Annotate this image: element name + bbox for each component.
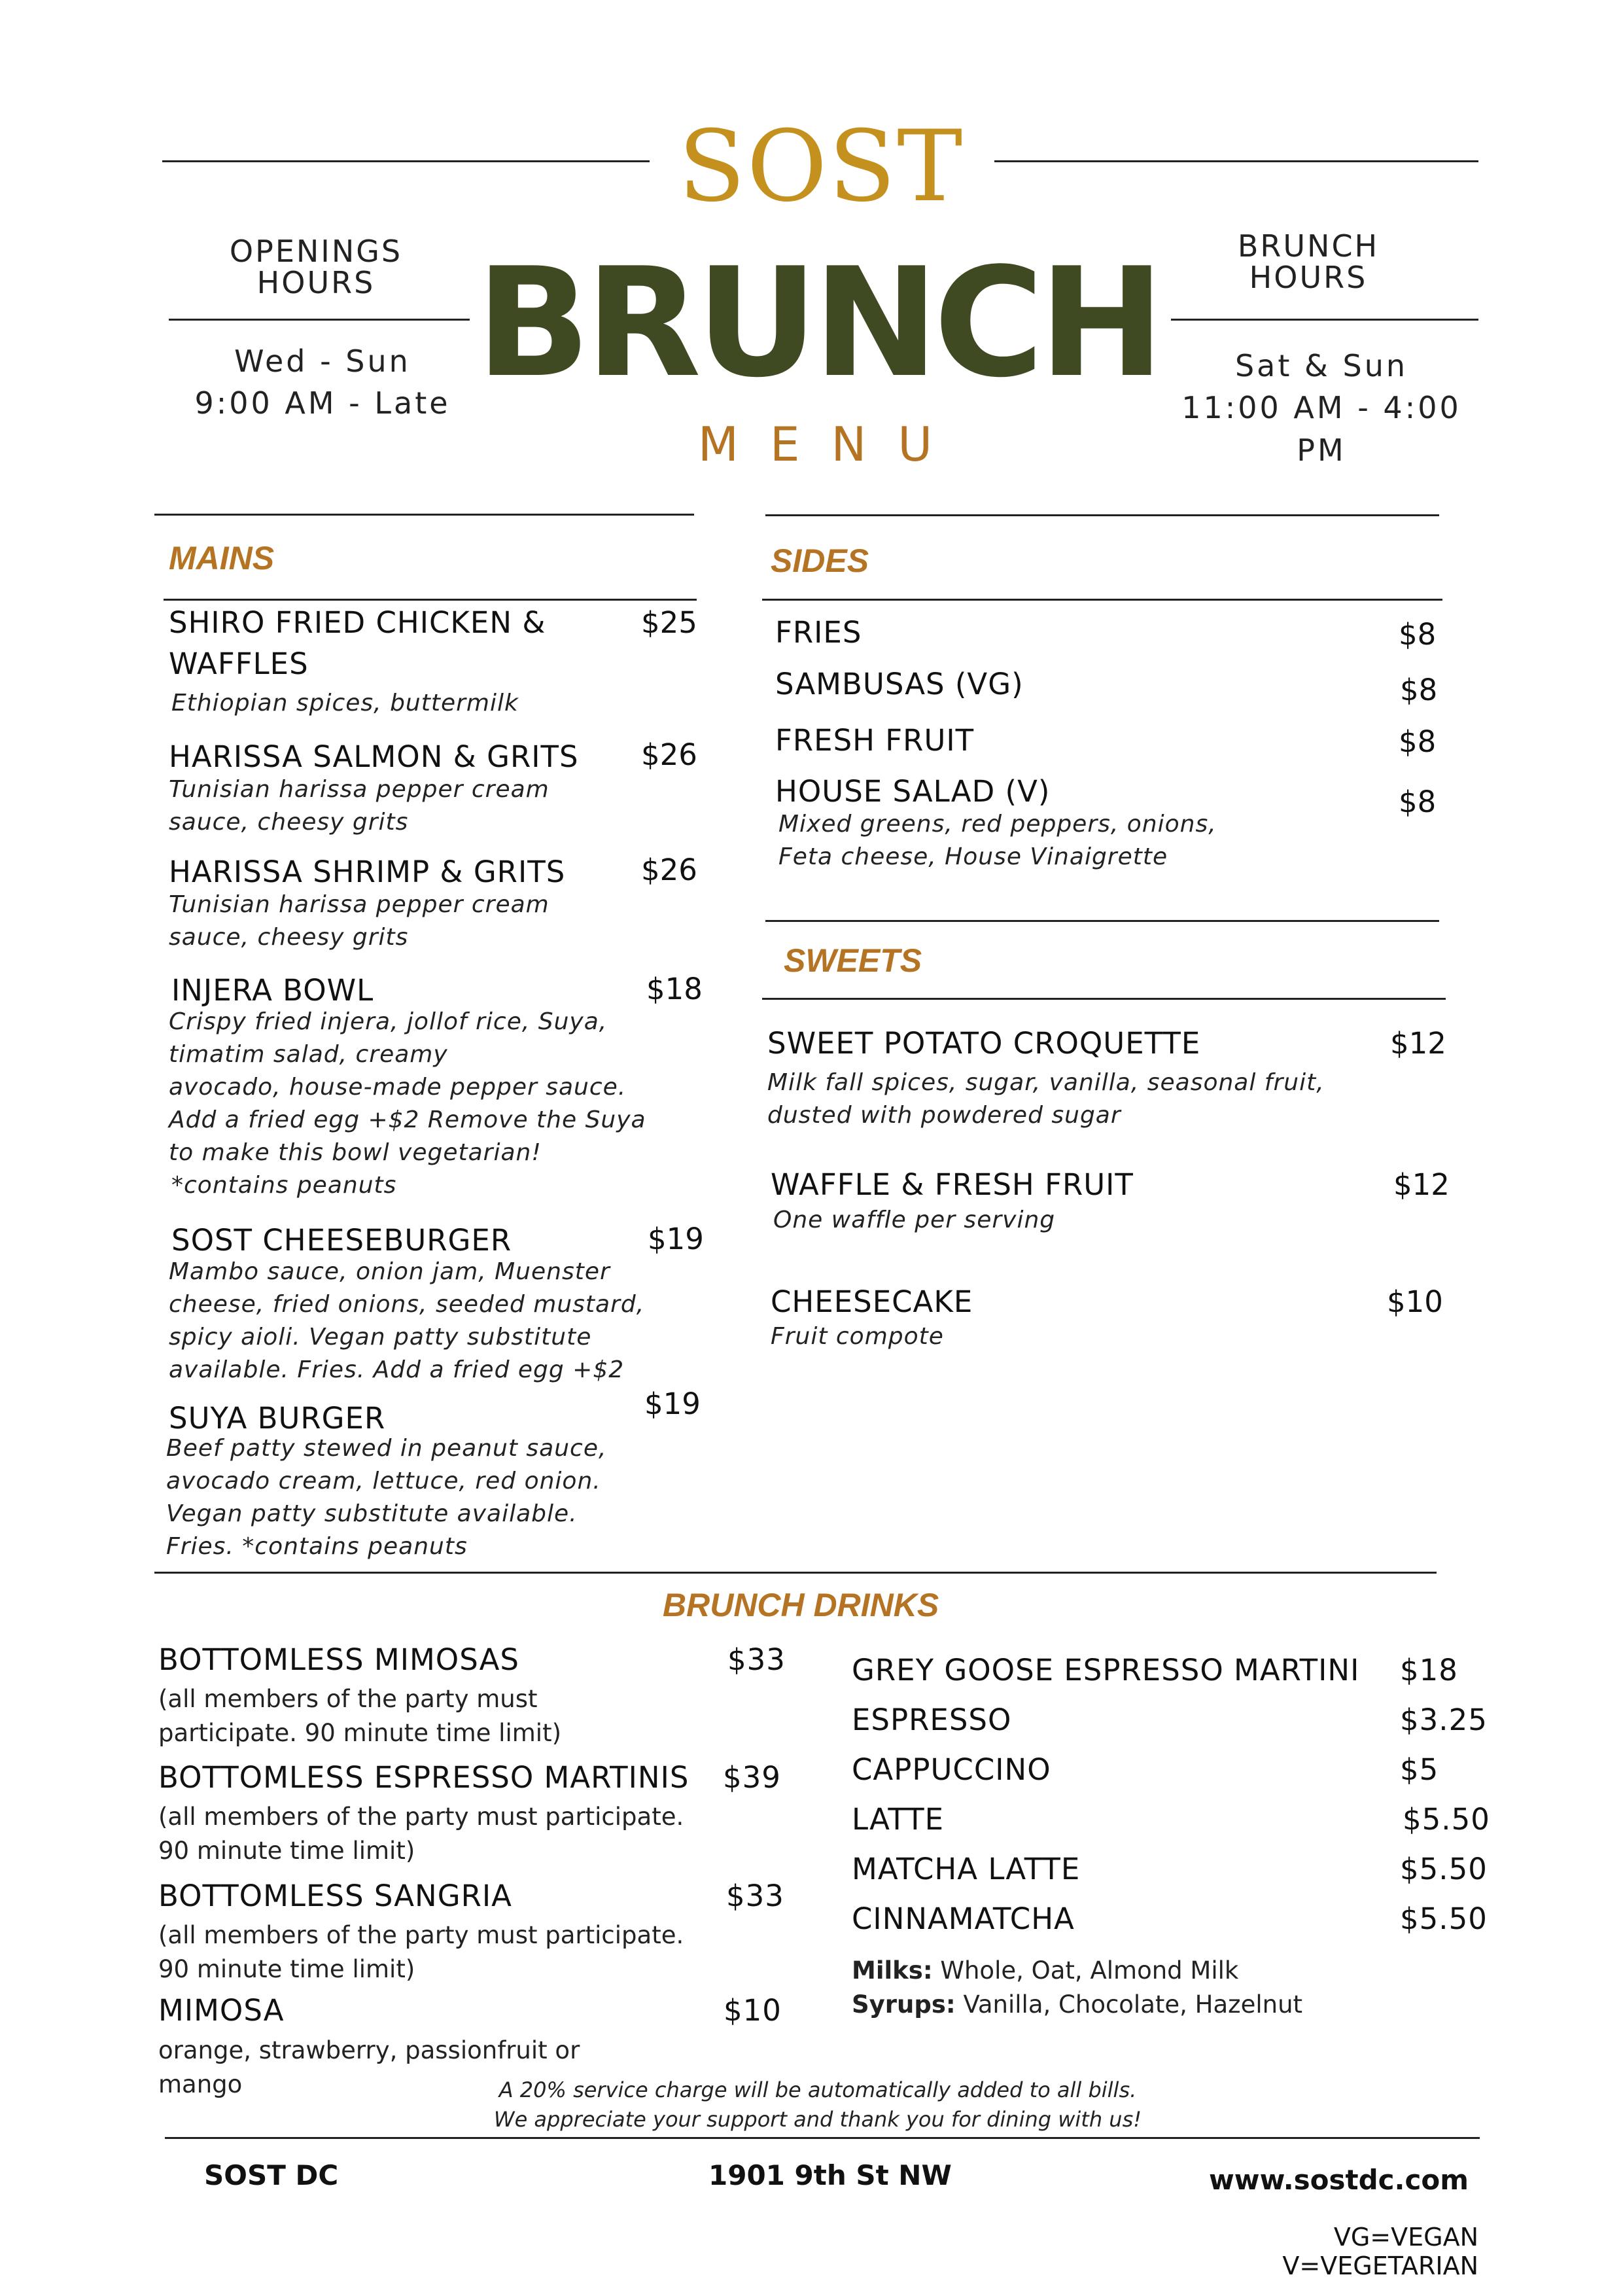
drink-name: BOTTOMLESS SANGRIA (158, 1879, 512, 1913)
drink-description-line: mango (158, 2070, 243, 2098)
openings-hours-label (169, 236, 463, 299)
drink-price: $10 (724, 1993, 782, 2028)
footer-website[interactable]: www.sostdc.com (1209, 2164, 1469, 2196)
item-description-line: Crispy fried injera, jollof rice, Suya, (169, 1008, 608, 1035)
header-rule-left (162, 160, 650, 162)
drink-description-line: (all members of the party must participate. (158, 1921, 684, 1949)
legend-vegetarian: V=VEGETARIAN (1282, 2251, 1478, 2280)
brunch-time: 11:00 AM - 4:00 PM (1181, 390, 1461, 468)
item-description-line: Beef patty stewed in peanut sauce, (166, 1435, 607, 1462)
item-price: $26 (641, 737, 697, 772)
item-description-line: sauce, cheesy grits (169, 809, 409, 836)
item-description-line: cheese, fried onions, seeded mustard, (169, 1291, 645, 1318)
syrups-label: Syrups: (852, 1990, 956, 2019)
legend-vegan: VG=VEGAN (1333, 2223, 1478, 2252)
footer-address: 1901 9th St NW (708, 2159, 952, 2191)
item-price: $19 (648, 1222, 704, 1256)
drink-description-line: 90 minute time limit) (158, 1837, 415, 1865)
item-price: $8 (1400, 673, 1438, 707)
item-description-line: Add a fried egg +$2 Remove the Suya (169, 1106, 646, 1133)
drink-name: BOTTOMLESS MIMOSAS (158, 1642, 519, 1677)
item-description-line: timatim salad, creamy (169, 1041, 448, 1068)
drink-name: GREY GOOSE ESPRESSO MARTINI (852, 1653, 1360, 1687)
item-price: $18 (646, 972, 703, 1006)
item-name: FRESH FRUIT (775, 723, 975, 758)
sides-title-rule (762, 599, 1442, 601)
brunch-label-line1: BRUNCH (1237, 228, 1380, 264)
page-title: BRUNCH (476, 236, 1160, 411)
drink-description-line: participate. 90 minute time limit) (158, 1719, 562, 1747)
logo: SOST (678, 110, 964, 224)
drink-price: $5 (1400, 1752, 1439, 1787)
mains-top-rule (154, 514, 694, 516)
openings-rule (169, 319, 470, 321)
drink-description-line: orange, strawberry, passionfruit or (158, 2036, 580, 2064)
drink-price: $39 (723, 1760, 781, 1795)
page-subtitle: MENU (697, 417, 964, 472)
item-description-line: spicy aioli. Vegan patty substitute (169, 1324, 592, 1351)
item-price: $12 (1393, 1167, 1450, 1202)
drink-price: $5.50 (1400, 1901, 1488, 1936)
item-name: FRIES (775, 615, 862, 650)
service-charge-note (419, 2075, 1217, 2134)
item-description: Fruit compote (771, 1323, 944, 1350)
item-description-line: Tunisian harissa pepper cream (169, 776, 550, 803)
drink-price: $5.50 (1403, 1802, 1490, 1837)
item-name: HARISSA SALMON & GRITS (169, 739, 579, 774)
item-description-line: Milk fall spices, sugar, vanilla, seasonal fruit, (767, 1069, 1325, 1096)
item-description-line: avocado cream, lettuce, red onion. (166, 1468, 601, 1494)
item-description-line: *contains peanuts (171, 1172, 397, 1199)
syrups-line (852, 1990, 1302, 2019)
note-line1: A 20% service charge will be automatically added to all bills. (498, 2077, 1137, 2102)
sweets-title: SWEETS (784, 942, 922, 979)
drink-price: $5.50 (1400, 1852, 1488, 1886)
openings-days: Wed - Sun (234, 344, 411, 379)
footer-rule (165, 2137, 1480, 2139)
sweets-top-rule (765, 920, 1439, 922)
item-description-line: to make this bowl vegetarian! (169, 1139, 542, 1166)
item-price: $25 (641, 605, 697, 640)
item-name: SOST CHEESEBURGER (171, 1223, 512, 1258)
milks-label: Milks: (852, 1956, 933, 1985)
drink-description-line: (all members of the party must (158, 1685, 538, 1713)
brunch-days: Sat & Sun (1234, 348, 1408, 383)
milks-line (852, 1956, 1238, 1985)
milks-options: Whole, Oat, Almond Milk (940, 1956, 1239, 1985)
item-price: $8 (1399, 785, 1437, 819)
footer-name: SOST DC (204, 2159, 339, 2191)
item-price: $10 (1387, 1284, 1443, 1319)
item-description-line: Mambo sauce, onion jam, Muenster (169, 1258, 610, 1285)
drink-description-line: (all members of the party must participate. (158, 1803, 684, 1831)
item-name: SUYA BURGER (169, 1401, 386, 1436)
item-description-line: Feta cheese, House Vinaigrette (778, 843, 1168, 870)
drink-name: MIMOSA (158, 1993, 285, 2028)
item-description-line: dusted with powdered sugar (767, 1102, 1121, 1129)
item-description-line: avocado, house-made pepper sauce. (169, 1074, 627, 1101)
item-price: $19 (644, 1386, 701, 1421)
item-price: $12 (1390, 1026, 1446, 1061)
sides-top-rule (765, 514, 1439, 516)
item-name: SWEET POTATO CROQUETTE (767, 1026, 1201, 1061)
drink-name: CAPPUCCINO (852, 1752, 1051, 1787)
openings-time: 9:00 AM - Late (194, 385, 451, 421)
drinks-top-rule (154, 1572, 1437, 1574)
item-description-line: Fries. *contains peanuts (166, 1533, 468, 1560)
item-description-line: Tunisian harissa pepper cream (169, 891, 550, 918)
header-rule-right (994, 160, 1478, 162)
openings-label-line1: OPENINGS (229, 234, 403, 269)
sides-title: SIDES (771, 542, 869, 579)
item-price: $8 (1399, 617, 1437, 652)
drink-price: $33 (726, 1879, 784, 1913)
item-price: $26 (641, 853, 697, 887)
dietary-legend (1217, 2223, 1478, 2280)
drink-price: $33 (727, 1642, 786, 1677)
item-price: $8 (1399, 724, 1437, 759)
brunch-hours-label (1164, 230, 1452, 294)
item-name: HARISSA SHRIMP & GRITS (169, 855, 566, 889)
item-name: WAFFLE & FRESH FRUIT (771, 1167, 1134, 1202)
openings-hours-values (169, 340, 476, 425)
item-name: INJERA BOWL (171, 973, 374, 1008)
item-description-line: sauce, cheesy grits (169, 924, 409, 951)
item-description-line: Mixed greens, red peppers, onions, (778, 811, 1217, 838)
syrups-options: Vanilla, Chocolate, Hazelnut (963, 1990, 1303, 2019)
item-name-line2: WAFFLES (169, 646, 309, 681)
mains-title-rule (164, 599, 697, 601)
item-name: HOUSE SALAD (V) (775, 774, 1051, 809)
drink-price: $18 (1400, 1653, 1458, 1687)
note-line2: We appreciate your support and thank you for dining with us! (493, 2106, 1142, 2132)
item-description-line: Vegan patty substitute available. (166, 1500, 578, 1527)
drink-name: ESPRESSO (852, 1703, 1012, 1737)
item-name: SHIRO FRIED CHICKEN & (169, 605, 546, 640)
brunch-hours-rule (1171, 319, 1478, 321)
drink-price: $3.25 (1400, 1703, 1488, 1737)
drink-name: MATCHA LATTE (852, 1852, 1081, 1886)
drink-description-line: 90 minute time limit) (158, 1955, 415, 1983)
openings-label-line2: HOURS (256, 265, 375, 301)
item-description-line: available. Fries. Add a fried egg +$2 (169, 1356, 625, 1383)
drink-name: LATTE (852, 1802, 945, 1837)
item-description: Ethiopian spices, buttermilk (171, 690, 519, 716)
drink-name: CINNAMATCHA (852, 1901, 1075, 1936)
drinks-title: BRUNCH DRINKS (663, 1587, 939, 1623)
item-description: One waffle per serving (773, 1207, 1056, 1233)
item-name: SAMBUSAS (VG) (775, 667, 1024, 701)
brunch-hours-values (1158, 345, 1485, 471)
drink-name: BOTTOMLESS ESPRESSO MARTINIS (158, 1760, 689, 1795)
brunch-label-line2: HOURS (1249, 260, 1368, 296)
item-name: CHEESECAKE (771, 1284, 973, 1319)
sweets-title-rule (762, 998, 1446, 1000)
mains-title: MAINS (169, 540, 275, 576)
